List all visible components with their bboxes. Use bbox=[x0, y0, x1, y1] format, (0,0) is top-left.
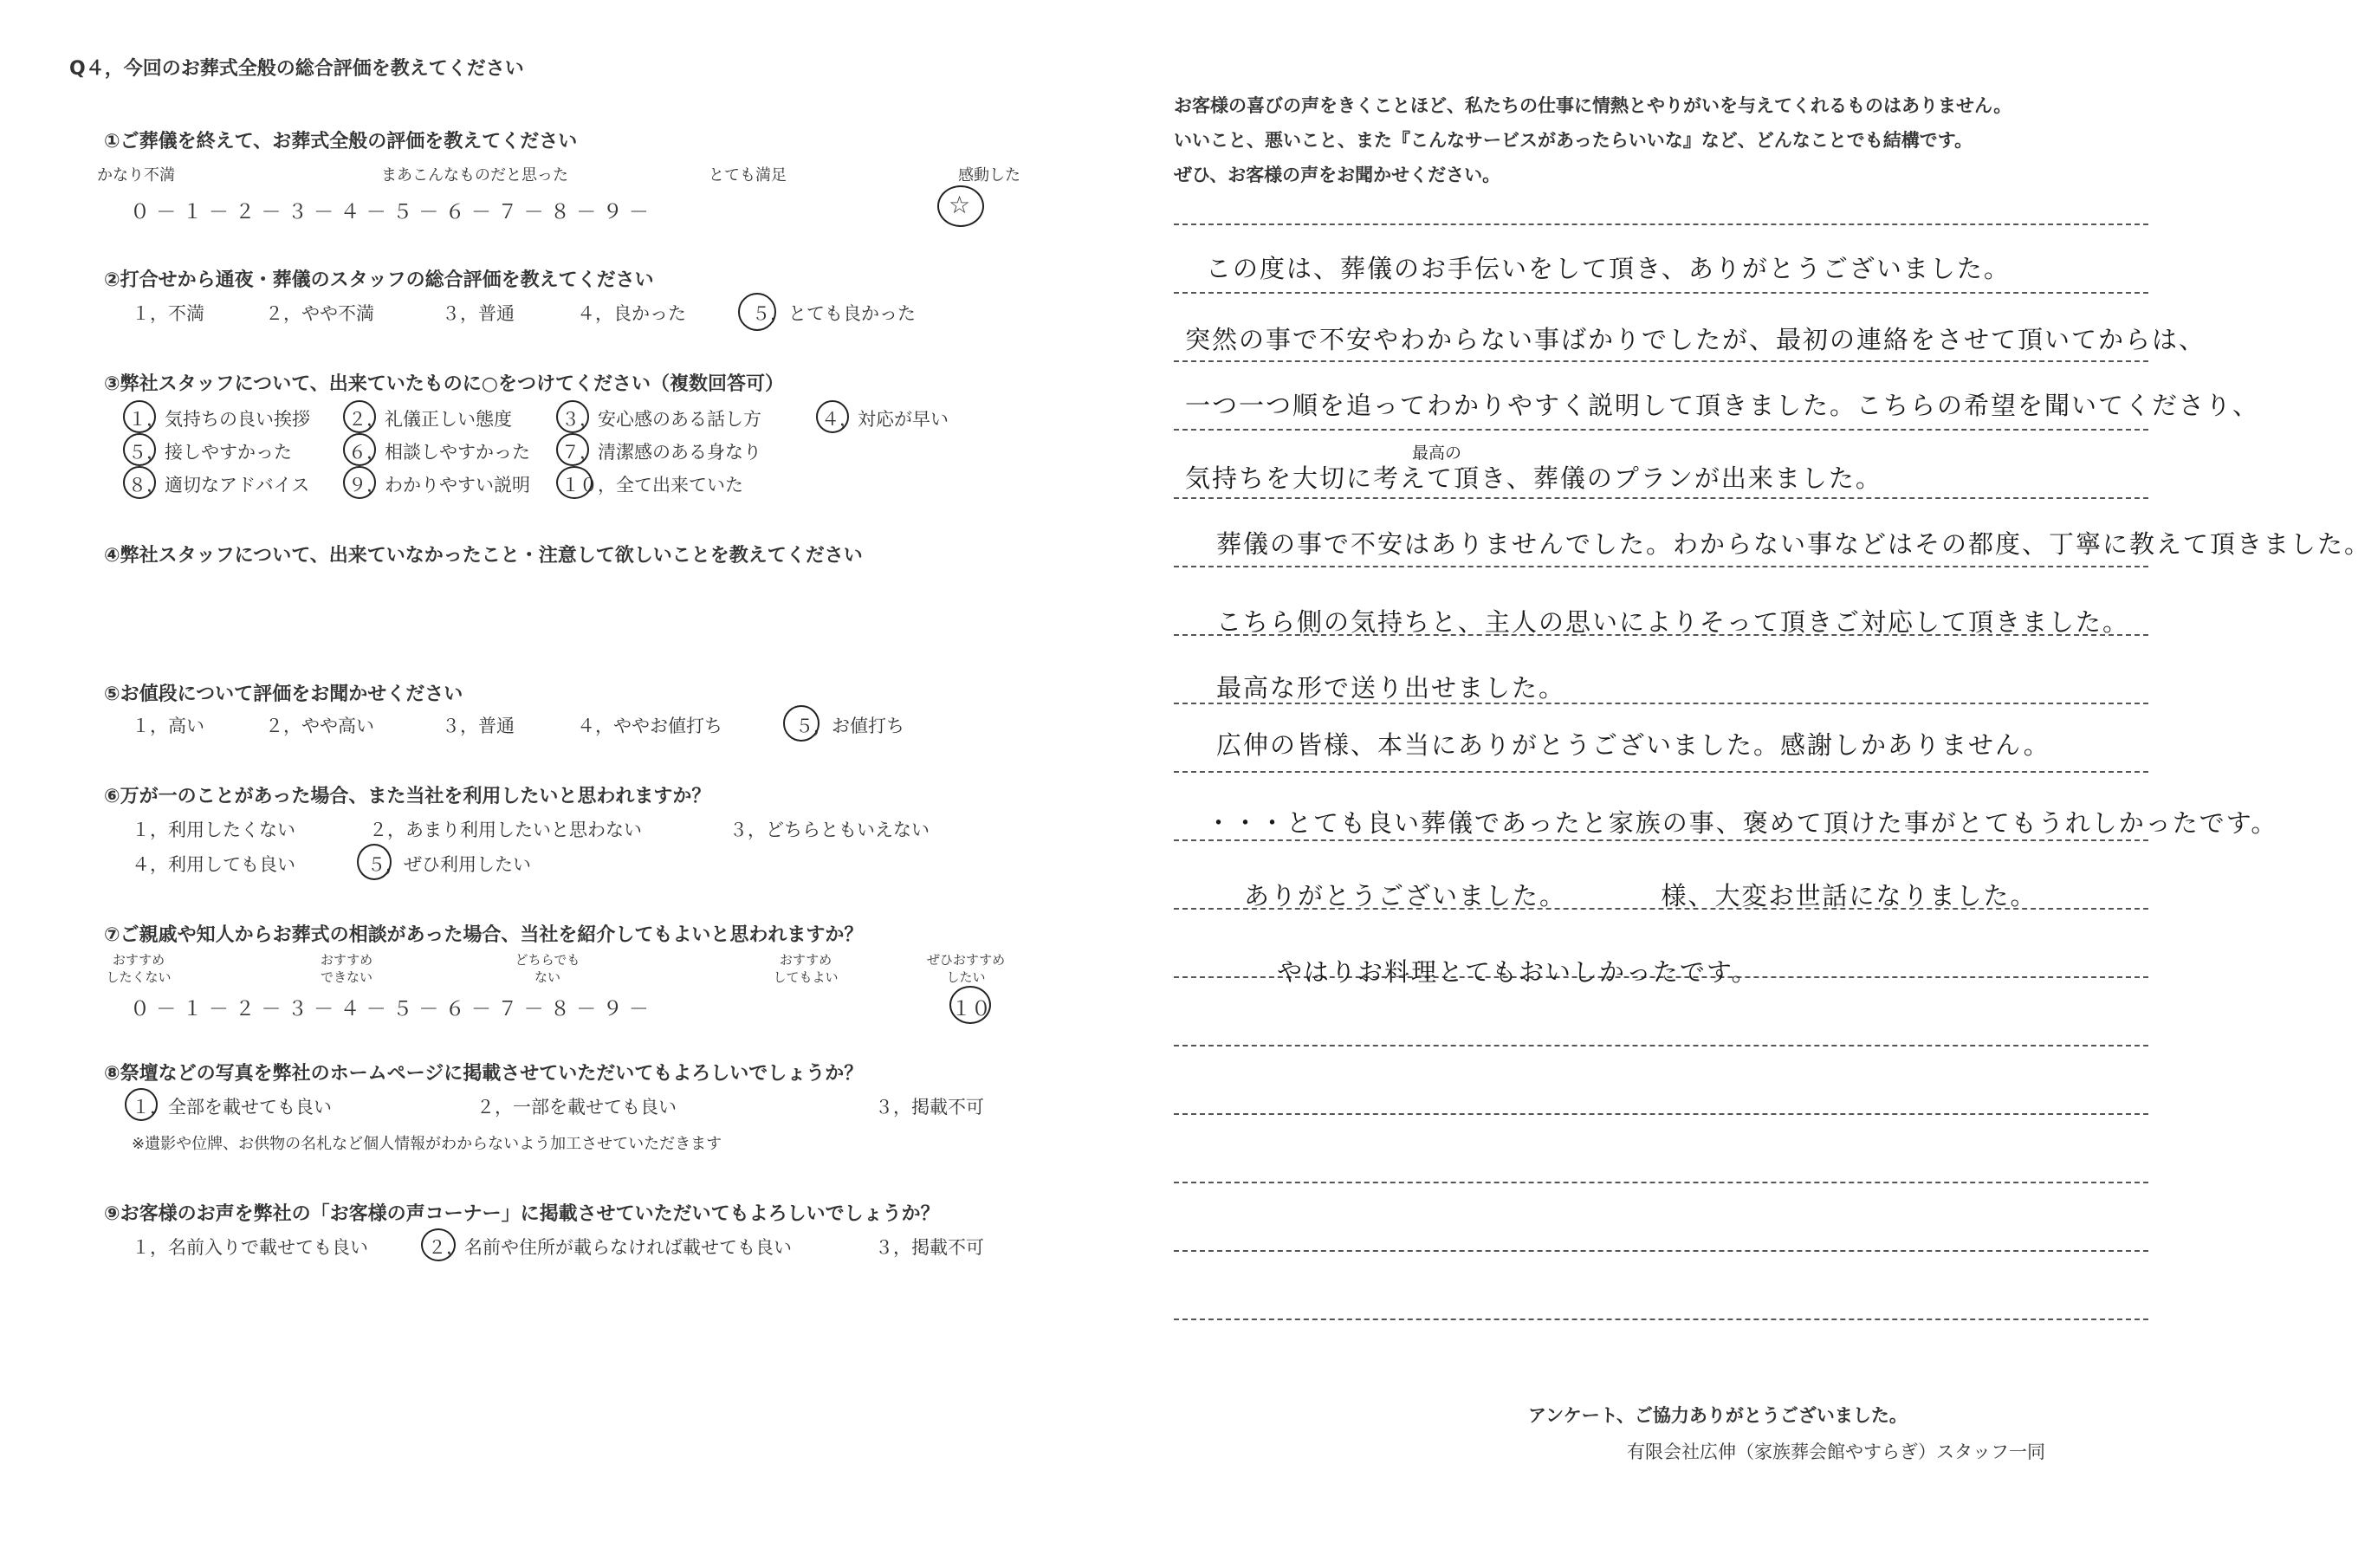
q3-answer-circle-10 bbox=[556, 466, 593, 499]
q6-heading: ⑥万が一のことがあった場合、また当社を利用したいと思われますか？ bbox=[104, 786, 711, 807]
q3-option-4: ４，対応が早い bbox=[821, 409, 949, 430]
q6-option-3: ３，どちらともいえない bbox=[729, 820, 930, 840]
q3-option-5: ５，接しやすかった bbox=[128, 442, 292, 463]
q1-scale: ０ － １ － ２ － ３ － ４ － ５ － ６ － ７ － ８ － ９ － bbox=[130, 201, 649, 224]
handwritten-insert: 最高の bbox=[1412, 444, 1462, 463]
q1-label-high: とても満足 bbox=[709, 166, 787, 185]
q1-star-option: ☆ bbox=[949, 191, 971, 219]
handwritten-line-5: 葬儀の事で不安はありませんでした。わからない事などはその都度、丁寧に教えて頂きました。 bbox=[1216, 529, 2371, 559]
q2-option-5: ５，とても良かった bbox=[752, 303, 916, 324]
q8-note: ※遺影や位牌、お供物の名札など個人情報がわからないよう加工させていただきます bbox=[132, 1135, 722, 1153]
q9-option-1: １，名前入りで載せても良い bbox=[132, 1237, 368, 1258]
q3-answer-circle-2 bbox=[343, 400, 376, 433]
q8-option-3: ３，掲載不可 bbox=[875, 1097, 984, 1118]
q3-heading: ③弊社スタッフについて、出来ていたものに○をつけてください（複数回答可） bbox=[104, 373, 784, 395]
q3-answer-circle-8 bbox=[123, 466, 156, 499]
writing-line bbox=[1174, 1113, 2148, 1115]
q5-option-5: ５，お値打ち bbox=[795, 716, 904, 736]
q3-answer-circle-9 bbox=[343, 466, 376, 499]
handwritten-line-8: 広伸の皆様、本当にありがとうございました。感謝しかありません。 bbox=[1216, 730, 2050, 760]
writing-line bbox=[1174, 1182, 2148, 1183]
q3-option-6: ６，相談しやすかった bbox=[348, 442, 530, 463]
q1-answer-circle bbox=[937, 185, 984, 227]
q3-answer-circle-6 bbox=[343, 433, 376, 466]
q3-option-2: ２，礼儀正しい態度 bbox=[348, 409, 512, 430]
handwritten-line-7: 最高な形で送り出せました。 bbox=[1216, 673, 1566, 703]
q7-scale: ０ － １ － ２ － ３ － ４ － ５ － ６ － ７ － ８ － ９ － bbox=[130, 998, 649, 1020]
q7-label-0: おすすめ したくない bbox=[106, 952, 172, 985]
q2-option-2: ２，やや不満 bbox=[265, 303, 374, 324]
q2-option-4: ４，良かった bbox=[577, 303, 686, 324]
writing-line bbox=[1174, 429, 2148, 431]
q3-option-1: １，気持ちの良い挨拶 bbox=[128, 409, 310, 430]
q7-heading: ⑦ご親戚や知人からお葬式の相談があった場合、当社を紹介してもよいと思われますか？ bbox=[104, 924, 864, 946]
q5-option-1: １，高い bbox=[132, 716, 204, 736]
handwritten-line-10: ありがとうございました。 様、大変お世話になりました。 bbox=[1244, 881, 2037, 910]
writing-line bbox=[1174, 224, 2148, 225]
handwritten-line-3: 一つ一つ順を追ってわかりやすく説明して頂きました。こちらの希望を聞いてくださり、 bbox=[1185, 391, 2260, 420]
q3-answer-circle-7 bbox=[556, 433, 589, 466]
q6-option-1: １，利用したくない bbox=[132, 820, 295, 840]
handwritten-line-9: ・・・とても良い葬儀であったと家族の事、褒めて頂けた事がとてもうれしかったです。 bbox=[1206, 808, 2278, 838]
q1-label-right: 感動した bbox=[958, 166, 1020, 185]
handwritten-line-11: やはりお料理とてもおいしかったです。 bbox=[1277, 957, 1759, 987]
q2-answer-circle bbox=[738, 293, 776, 331]
q1-heading: ①ご葬儀を終えて、お葬式全般の評価を教えてください bbox=[104, 131, 578, 152]
q5-option-4: ４，ややお値打ち bbox=[577, 716, 722, 736]
intro-line-1: お客様の喜びの声をきくことほど、私たちの仕事に情熱とやりがいを与えてくれるものはありません。 bbox=[1174, 95, 2012, 116]
handwritten-line-2: 突然の事で不安やわからない事ばかりでしたが、最初の連絡をさせて頂いてからは、 bbox=[1185, 325, 2206, 354]
handwritten-line-1: この度は、葬儀のお手伝いをして頂き、ありがとうございました。 bbox=[1206, 254, 2011, 283]
q1-label-left: かなり不満 bbox=[97, 166, 175, 185]
q7-label-8: おすすめ してもよい bbox=[773, 952, 839, 985]
q8-heading: ⑧祭壇などの写真を弊社のホームページに掲載させていただいてもよろしいでしょうか？ bbox=[104, 1063, 864, 1085]
q2-heading: ②打合せから通夜・葬儀のスタッフの総合評価を教えてください bbox=[104, 269, 654, 291]
writing-line bbox=[1174, 1045, 2148, 1046]
q2-option-3: ３，普通 bbox=[442, 303, 515, 324]
closing-thanks: アンケート、ご協力ありがとうございました。 bbox=[1528, 1405, 1908, 1426]
q9-option-2: ２，名前や住所が載らなければ載せても良い bbox=[428, 1237, 792, 1258]
handwritten-line-4: 気持ちを大切に考えて頂き、葬儀のプランが出来ました。 bbox=[1185, 463, 1882, 493]
q7-label-10: ぜひおすすめ したい bbox=[926, 952, 1006, 985]
q3-option-10: １０，全て出来ていた bbox=[561, 475, 743, 496]
writing-line bbox=[1174, 1250, 2148, 1252]
closing-company: 有限会社広伸（家族葬会館やすらぎ）スタッフ一同 bbox=[1627, 1442, 2045, 1462]
q7-label-2: おすすめ できない bbox=[320, 952, 373, 985]
writing-line bbox=[1174, 360, 2148, 362]
q3-option-7: ７，清潔感のある身なり bbox=[561, 442, 761, 463]
handwritten-line-6: こちら側の気持ちと、主人の思いによりそって頂きご対応して頂きました。 bbox=[1216, 607, 2130, 637]
q6-option-4: ４，利用しても良い bbox=[132, 854, 295, 875]
q1-label-mid: まあこんなものだと思った bbox=[381, 166, 568, 185]
q3-answer-circle-5 bbox=[123, 433, 156, 466]
writing-line bbox=[1174, 292, 2148, 294]
q8-option-1: １，全部を載せても良い bbox=[132, 1097, 332, 1118]
q9-answer-circle bbox=[421, 1228, 456, 1261]
intro-line-3: ぜひ、お客様の声をお聞かせください。 bbox=[1174, 165, 1501, 185]
q6-option-2: ２，あまり利用したいと思わない bbox=[369, 820, 642, 840]
writing-line bbox=[1174, 1319, 2148, 1320]
writing-line bbox=[1174, 566, 2148, 567]
q5-option-3: ３，普通 bbox=[442, 716, 515, 736]
q3-option-3: ３，安心感のある話し方 bbox=[561, 409, 761, 430]
q5-answer-circle bbox=[783, 705, 819, 742]
q3-option-9: ９，わかりやすい説明 bbox=[348, 475, 530, 496]
q5-option-2: ２，やや高い bbox=[265, 716, 374, 736]
q7-label-5: どちらでも ない bbox=[515, 952, 580, 985]
writing-line bbox=[1174, 497, 2148, 499]
q6-answer-circle bbox=[357, 844, 392, 880]
q3-answer-circle-3 bbox=[556, 400, 589, 433]
q5-heading: ⑤お値段について評価をお聞かせください bbox=[104, 684, 463, 705]
q7-scale-end: １０ bbox=[951, 998, 991, 1020]
q3-option-8: ８，適切なアドバイス bbox=[128, 475, 310, 496]
survey-title: Q４，今回のお葬式全般の総合評価を教えてください bbox=[69, 58, 524, 80]
q3-answer-circle-4 bbox=[816, 400, 849, 433]
q6-option-5: ５，ぜひ利用したい bbox=[367, 854, 531, 875]
intro-line-2: いいこと、悪いこと、また『こんなサービスがあったらいいな』など、どんなことでも結構です。 bbox=[1174, 130, 1973, 151]
q4-heading: ④弊社スタッフについて、出来ていなかったこと・注意して欲しいことを教えてください bbox=[104, 545, 863, 567]
q9-option-3: ３，掲載不可 bbox=[875, 1237, 984, 1258]
q8-option-2: ２，一部を載せても良い bbox=[476, 1097, 677, 1118]
q2-option-1: １，不満 bbox=[132, 303, 204, 324]
q7-answer-circle bbox=[949, 986, 991, 1024]
q3-answer-circle-1 bbox=[123, 400, 156, 433]
q9-heading: ⑨お客様のお声を弊社の「お客様の声コーナー」に掲載させていただいてもよろしいでしょうか？ bbox=[104, 1203, 940, 1225]
writing-line bbox=[1174, 771, 2148, 773]
writing-line bbox=[1174, 839, 2148, 841]
q8-answer-circle bbox=[125, 1088, 158, 1121]
